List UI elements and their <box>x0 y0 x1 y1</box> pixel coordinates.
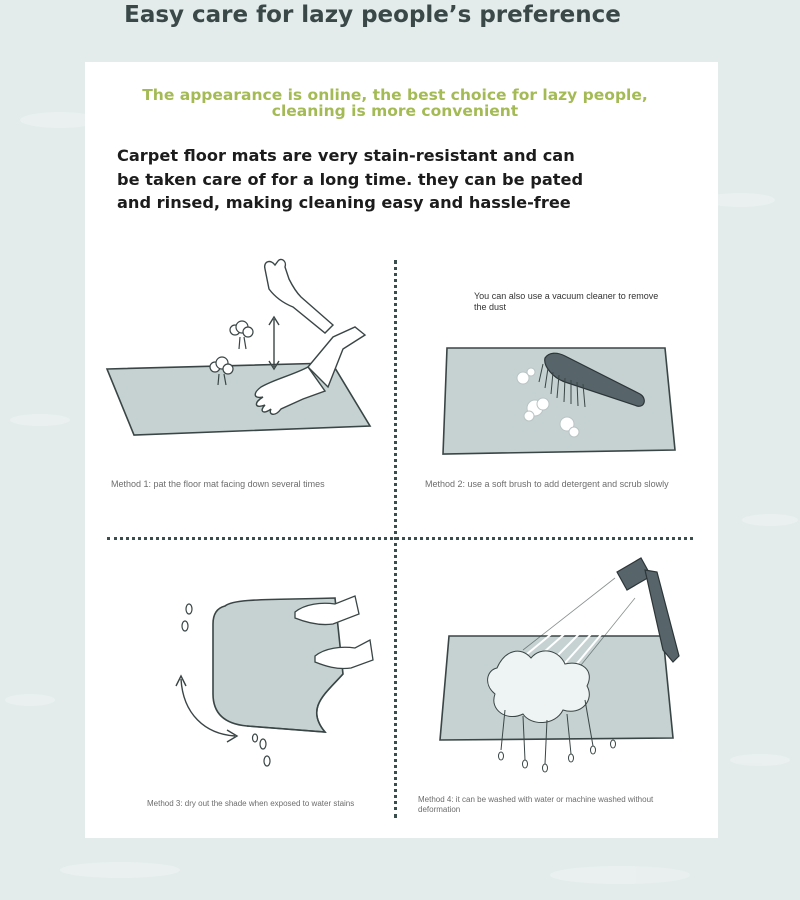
method-2-caption: Method 2: use a soft brush to add detergent and scrub slowly <box>425 479 669 489</box>
subtitle-line-1: The appearance is online, the best choice for lazy people, <box>142 86 648 104</box>
subtitle-line-2: cleaning is more convenient <box>271 102 519 120</box>
method-1-caption: Method 1: pat the floor mat facing down several times <box>111 479 325 489</box>
method-1-illustration <box>103 257 378 442</box>
method-3-illustration <box>165 584 380 774</box>
subtitle <box>85 87 705 119</box>
splash <box>488 651 593 764</box>
method-3-caption: Method 3: dry out the shade when exposed to water stains <box>147 799 355 808</box>
description: Carpet floor mats are very stain-resistant and can be taken care of for a long time. they can be pated and rinsed, making cleaning easy and hassle-free <box>117 146 584 212</box>
method-4-caption: Method 4: it can be washed with water or machine washed without deformation <box>418 795 654 814</box>
page-headline: Easy care for lazy people’s preference <box>124 2 621 28</box>
method-2-illustration <box>435 342 680 457</box>
care-instructions-card <box>85 62 718 838</box>
method-4-illustration <box>435 550 690 785</box>
water-drops <box>499 740 616 772</box>
horizontal-dotted-divider <box>107 537 693 540</box>
raised-hand <box>265 259 333 333</box>
vacuum-note: You can also use a vacuum cleaner to remove the dust <box>474 291 659 312</box>
